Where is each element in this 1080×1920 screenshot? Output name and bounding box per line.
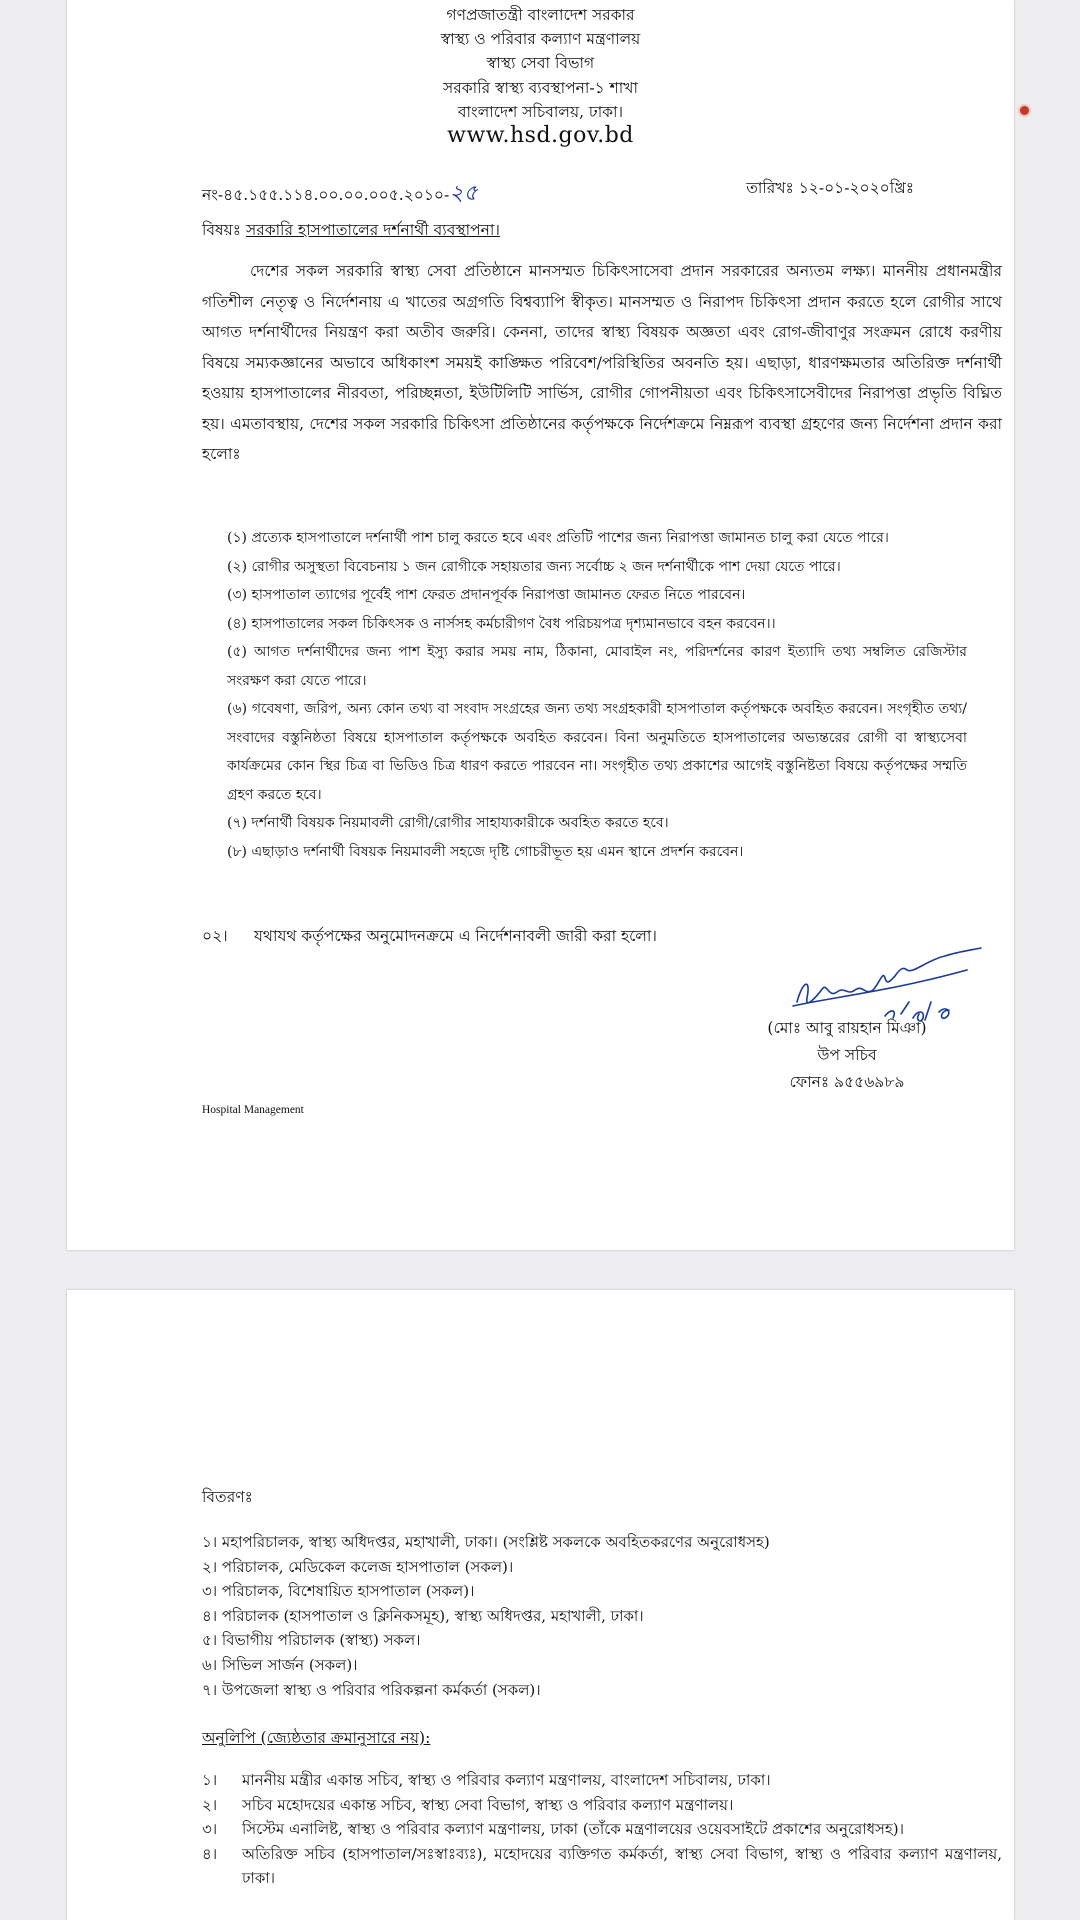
signatory-name: (মোঃ আবু রায়হান মিঞা) xyxy=(767,1019,927,1037)
distribution-item: ৪। পরিচালক (হাসপাতাল ও ক্লিনিকসমূহ), স্বাস্থ্য অধিদপ্তর, মহাখালী, ঢাকা। xyxy=(202,1606,644,1625)
rule-item: (৬) গবেষণা, জরিপ, অন্য কোন তথ্য বা সংবাদ সংগ্রহের জন্য তথ্য সংগ্রহকারী হাসপাতাল কর্তৃপক্ষকে অবহিত করবেন। সংগৃহীত তথ্য/সংবাদের বস্তুনিষ্ঠতা বিষয়ে হাসপাতাল কর্তৃপক্ষকে অবহিত করবেন। বিনা অনুমতিতে হাসপাতালের অভ্যন্তরের রোগী বা স্বাস্থ্যসেবা কার্যক্রমের কোন স্থির চিত্র বা ভিডিও চিত্র ধারণ করতে পারবেন না। সংগৃহীত তথ্য প্রকাশের আগেই বস্তুনিষ্টতা বিষয়ে কর্তৃপক্ষের সম্মতি গ্রহণ করতে হবে। xyxy=(227,701,967,803)
paragraph-2-number: ০২। xyxy=(202,927,228,945)
header-ministry: স্বাস্থ্য ও পরিবার কল্যাণ মন্ত্রণালয় xyxy=(440,30,641,48)
cc-item-text: অতিরিক্ত সচিব (হাসপাতাল/সঃস্বাঃব্যঃ), মহোদয়ের ব্যক্তিগত কর্মকর্তা, স্বাস্থ্য সেবা বিভাগ, স্বাস্থ্য ও পরিবার কল্যাণ মন্ত্রণালয়, ঢাকা। xyxy=(242,1844,1002,1888)
header-website: www.hsd.gov.bd xyxy=(447,123,634,148)
body-paragraph: দেশের সকল সরকারি স্বাস্থ্য সেবা প্রতিষ্ঠানে মানসম্মত চিকিৎসাসেবা প্রদান সরকারের অন্যতম লক্ষ্য। মাননীয় প্রধানমন্ত্রীর গতিশীল নেতৃত্ব ও নির্দেশনায় এ খাতের অগ্রগতি বিশ্বব্যাপি স্বীকৃত। মানসম্মত ও নিরাপদ চিকিৎসা প্রদান করতে হলে রোগীর সাথে আগত দর্শনার্থীদের নিয়ন্ত্রণ করা অতীব জরুরি। কেননা, তাদের স্বাস্থ্য বিষয়ক অজ্ঞতা এবং রোগ-জীবাণুর সংক্রমন রোধে করণীয় বিষয়ে সম্যকজ্ঞানের অভাবে অধিকাংশ সময়ই কাঙ্ক্ষিত পরিবেশ/পরিস্থিতির অবনতি হয়। এছাড়া, ধারণক্ষমতার অতিরিক্ত দর্শনার্থী হওয়ায় হাসপাতালের নীরবতা, পরিচ্ছন্নতা, ইউটিলিটি সার্ভিস, রোগীর গোপনীয়তা এবং চিকিৎসাসেবীদের নিরাপত্তা প্রভৃতি বিঘ্নিত হয়। এমতাবস্থায়, দেশের সকল সরকারি চিকিৎসা প্রতিষ্ঠানের কর্তৃপক্ষকে নির্দেশক্রমে নিম্নরূপ ব্যবস্থা গ্রহণের জন্য নির্দেশনা প্রদান করা হলোঃ xyxy=(202,262,1002,463)
cc-item xyxy=(202,1793,1002,1818)
document-page-1 xyxy=(67,0,1014,1250)
subject-line xyxy=(202,218,500,244)
scroll-position-marker[interactable] xyxy=(1014,96,1080,124)
marker-dot-icon xyxy=(1018,104,1031,117)
cc-item xyxy=(202,1768,1002,1793)
signatory-title: উপ সচিব xyxy=(817,1046,877,1064)
rule-item: (৪) হাসপাতালের সকল চিকিৎসক ও নার্সসহ কর্মচারীগণ বৈধ পরিচয়পত্র দৃশ্যমানভাবে বহন করবেন।। xyxy=(227,615,776,632)
cc-item-number: ২। xyxy=(202,1795,218,1814)
rule-item: (৭) দর্শনার্থী বিষয়ক নিয়মাবলী রোগী/রোগীর সাহায্যকারীকে অবহিত করতে হবে। xyxy=(227,815,669,831)
rules-list xyxy=(227,524,967,866)
footer-tag: Hospital Management xyxy=(202,1104,304,1116)
subject-text: সরকারি হাসপাতালের দর্শনার্থী ব্যবস্থাপনা। xyxy=(245,221,500,239)
cc-item-number: ১। xyxy=(202,1771,218,1789)
cc-item xyxy=(202,1817,1002,1842)
cc-item-number: ৩। xyxy=(202,1820,218,1839)
memo-number xyxy=(202,176,478,213)
rule-item: (৫) আগত দর্শনার্থীদের জন্য পাশ ইস্যু করার সময় নাম, ঠিকানা, মোবাইল নং, পরিদর্শনের কারণ ইত্যাদি তথ্য সম্বলিত রেজিস্টার সংরক্ষণ করা যেতে পারে। xyxy=(227,644,967,689)
distribution-item: ১। মহাপরিচালক, স্বাস্থ্য অধিদপ্তর, মহাখালী, ঢাকা। (সংশ্লিষ্ট সকলকে অবহিতকরণের অনুরোধসহ) xyxy=(202,1533,770,1551)
header-government: গণপ্রজাতন্ত্রী বাংলাদেশ সরকার xyxy=(446,6,635,24)
distribution-list xyxy=(202,1530,770,1702)
header-address: বাংলাদেশ সচিবালয়, ঢাকা। xyxy=(457,103,624,121)
rule-item: (৩) হাসপাতাল ত্যাগের পূর্বেই পাশ ফেরত প্রদানপূর্বক নিরাপত্তা জামানত ফেরত নিতে পারবেন। xyxy=(227,587,746,603)
rule-item: (২) রোগীর অসুস্থতা বিবেচনায় ১ জন রোগীকে সহায়তার জন্য সর্বোচ্চ ২ জন দর্শনার্থীকে পাশ দেয়া যেতে পারে। xyxy=(227,558,841,575)
header-division: স্বাস্থ্য সেবা বিভাগ xyxy=(486,54,595,72)
subject-label: বিষয়ঃ xyxy=(202,221,242,239)
distribution-item: ৫। বিভাগীয় পরিচালক (স্বাস্থ্য) সকল। xyxy=(202,1631,421,1650)
signatory-phone: ফোনঃ ৯৫৫৬৯৮৯ xyxy=(789,1073,905,1091)
cc-heading: অনুলিপি (জ্যেষ্ঠতার ক্রমানুসারে নয়): xyxy=(202,1729,431,1747)
document-page-2 xyxy=(67,1290,1014,1920)
cc-list xyxy=(202,1768,1002,1891)
header-branch: সরকারি স্বাস্থ্য ব্যবস্থাপনা-১ শাখা xyxy=(443,79,638,97)
memo-date: তারিখঃ ১২-০১-২০২০খ্রিঃ xyxy=(746,179,914,197)
cc-item-text: সিস্টেম এনালিষ্ট, স্বাস্থ্য ও পরিবার কল্যাণ মন্ত্রণালয়, ঢাকা (তাঁকে মন্ত্রণালয়ের ওয়েবসাইটে প্রকাশের অনুরোধসহ)। xyxy=(242,1820,904,1839)
rule-item: (৮) এছাড়াও দর্শনার্থী বিষয়ক নিয়মাবলী সহজে দৃষ্টি গোচরীভূত হয় এমন স্থানে প্রদর্শন করবেন। xyxy=(227,843,744,860)
distribution-item: ৭। উপজেলা স্বাস্থ্য ও পরিবার পরিকল্পনা কর্মকর্তা (সকল)। xyxy=(202,1680,541,1699)
distribution-heading: বিতরণঃ xyxy=(202,1488,253,1506)
paragraph-2 xyxy=(202,924,657,950)
distribution-item: ২। পরিচালক, মেডিকেল কলেজ হাসপাতাল (সকল)। xyxy=(202,1557,514,1576)
cc-item xyxy=(202,1842,1002,1891)
paragraph-2-text: যথাযথ কর্তৃপক্ষের অনুমোদনক্রমে এ নির্দেশনাবলী জারী করা হলো। xyxy=(254,927,657,945)
rule-item: (১) প্রত্যেক হাসপাতালে দর্শনার্থী পাশ চালু করতে হবে এবং প্রতিটি পাশের জন্য নিরাপত্তা জামানত চালু করা যেতে পারে। xyxy=(227,530,889,546)
distribution-item: ৬। সিভিল সার্জন (সকল)। xyxy=(202,1655,358,1674)
distribution-item: ৩। পরিচালক, বিশেষায়িত হাসপাতাল (সকল)। xyxy=(202,1582,475,1601)
cc-item-text: সচিব মহোদয়ের একান্ত সচিব, স্বাস্থ্য সেবা বিভাগ, স্বাস্থ্য ও পরিবার কল্যাণ মন্ত্রণালয়। xyxy=(242,1795,734,1814)
memo-number-text: নং-৪৫.১৫৫.১১৪.০০.০০.০০৫.২০১০- xyxy=(202,186,450,204)
cc-item-text: মাননীয় মন্ত্রীর একান্ত সচিব, স্বাস্থ্য ও পরিবার কল্যাণ মন্ত্রণালয়, বাংলাদেশ সচিবালয়, ঢাকা। xyxy=(242,1771,771,1789)
signatory-block xyxy=(707,1015,987,1096)
cc-item-number: ৪। xyxy=(202,1844,218,1863)
memo-number-handwritten: ২৫ xyxy=(449,181,478,206)
